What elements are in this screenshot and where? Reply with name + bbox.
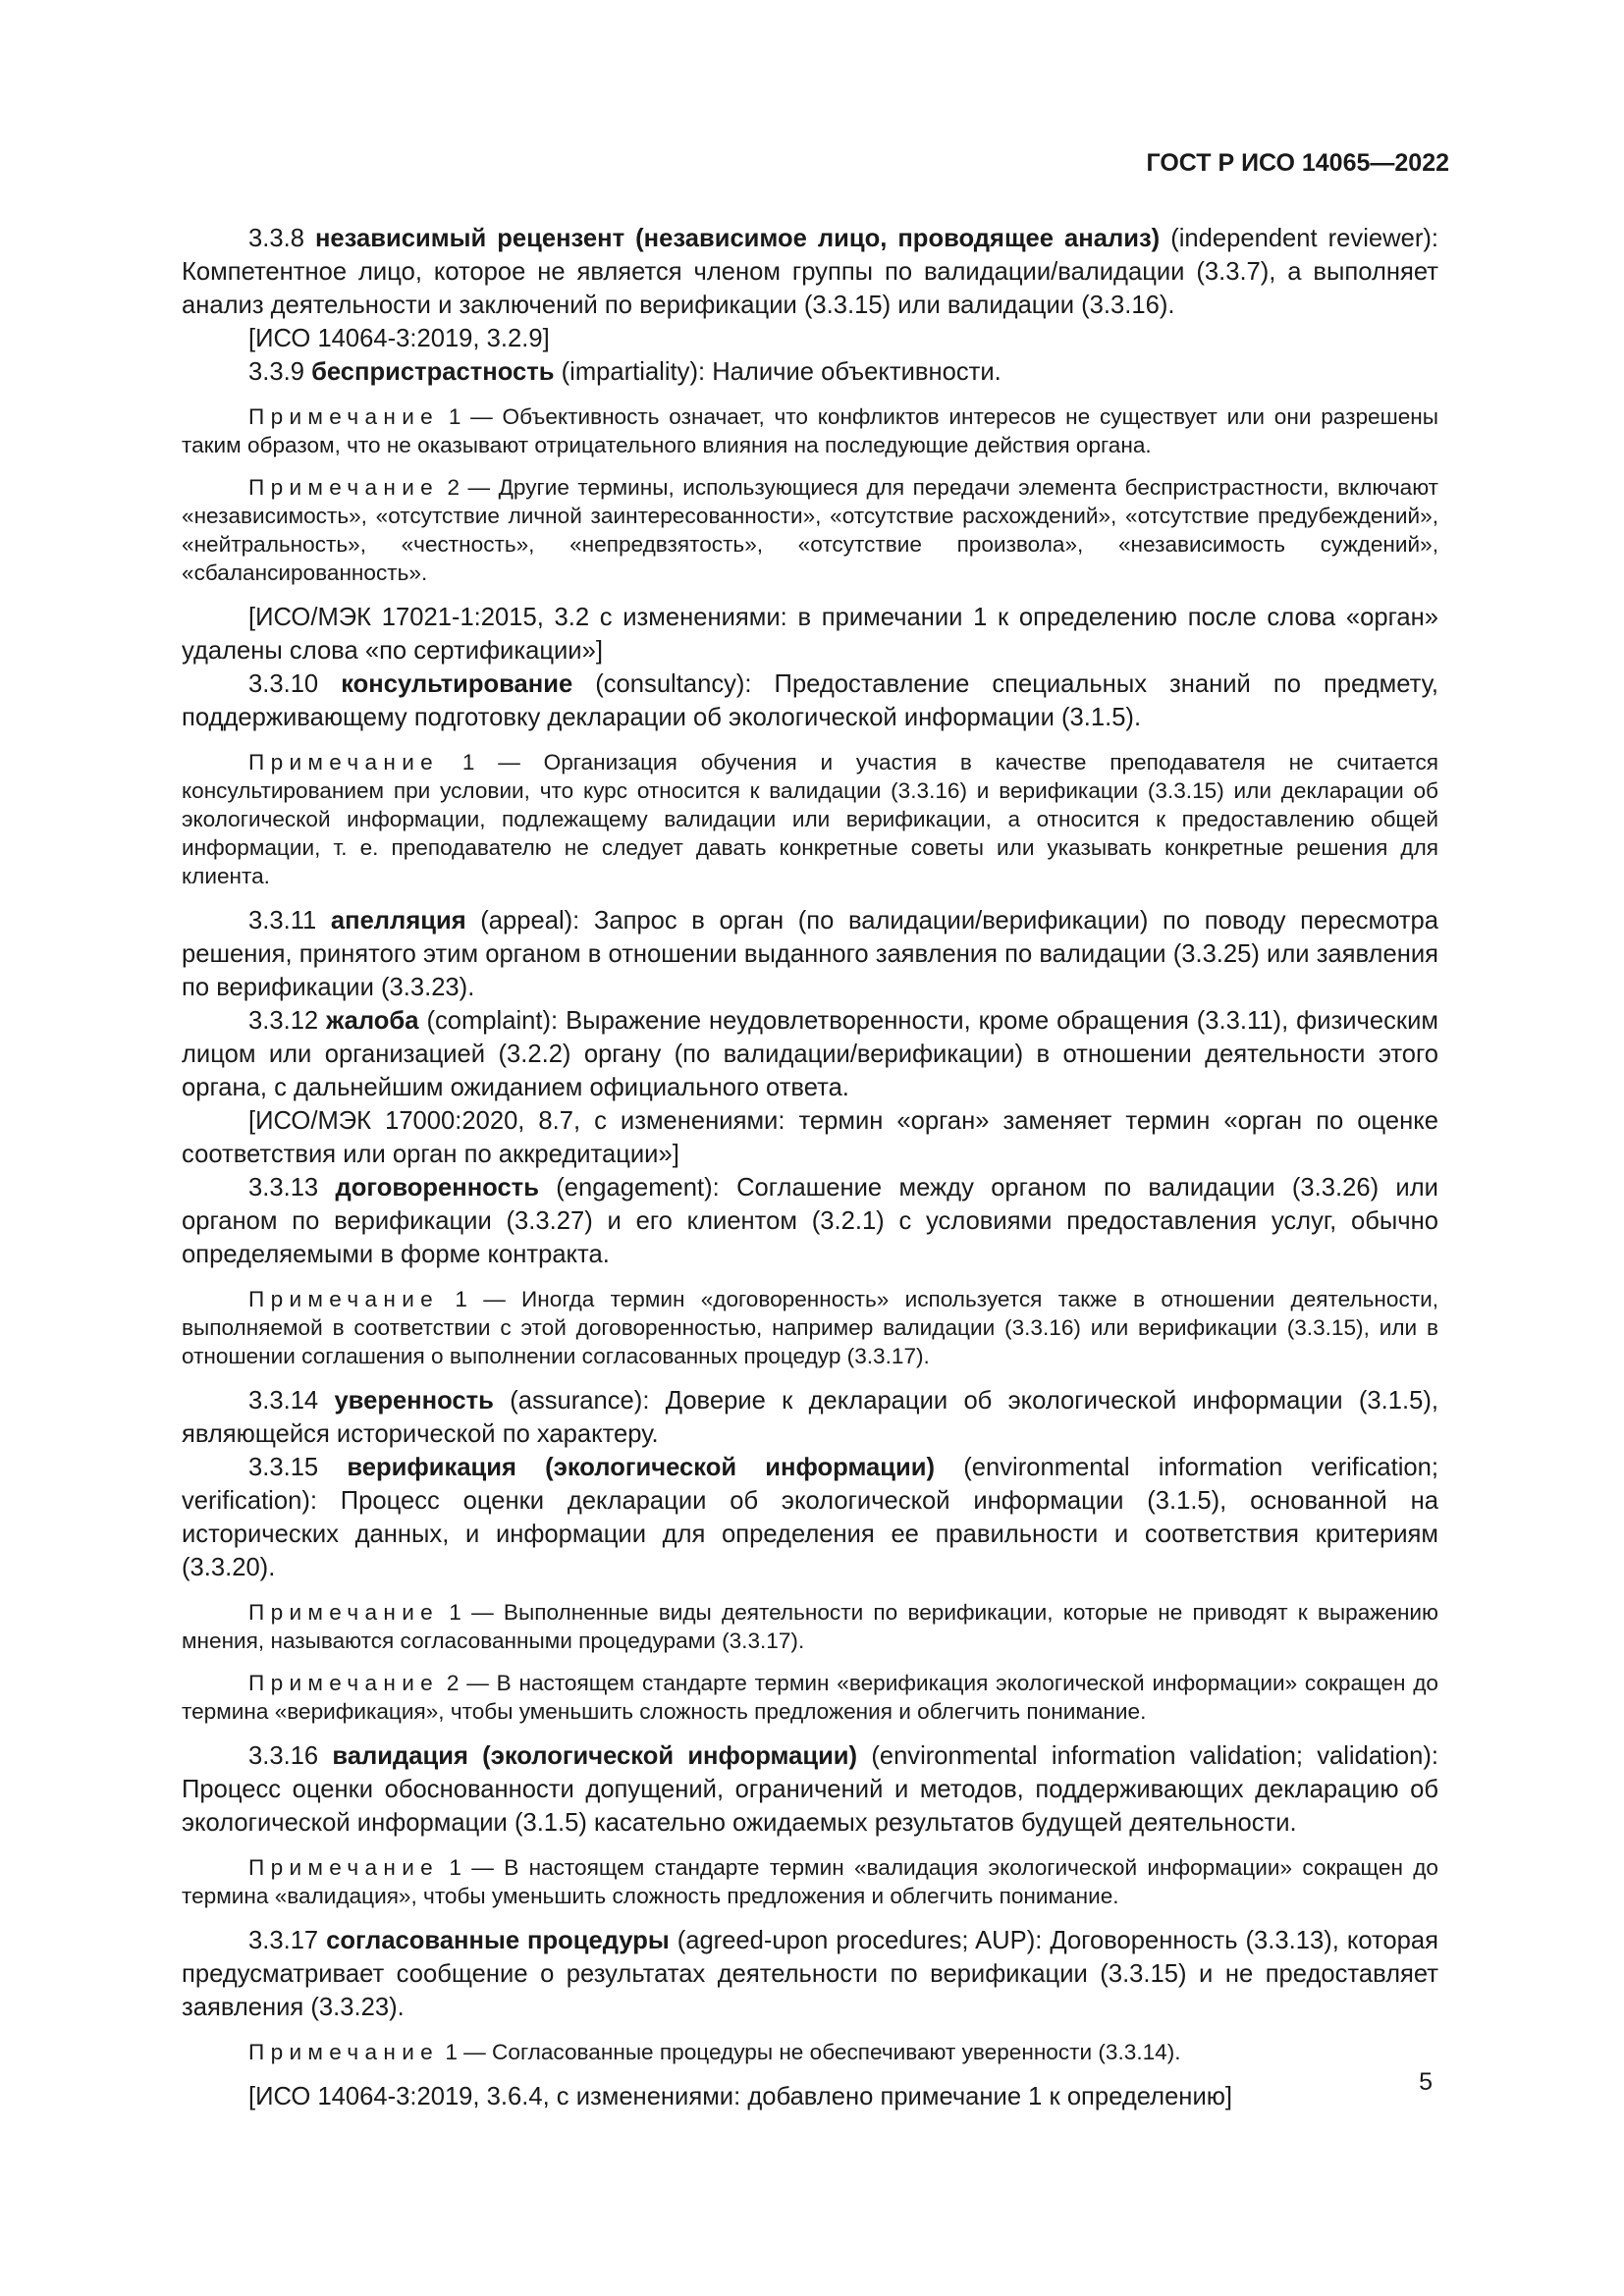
term-name: валидация (экологической информации) — [332, 1742, 858, 1770]
note-label: Примечание — [248, 2040, 440, 2064]
note-text: 2 — Другие термины, использующиеся для передачи элемента беспристрастности, включают «независимость», «отсутствие личной заинтересованности», «отсутствие расхождений», «отсутствие предубеждений», «нейтральность», «честность», «непредвзятость», «отсутствие произвола», «независимость суждений», «сбалансированность». — [182, 475, 1438, 585]
note-text: 1 — Организация обучения и участия в качестве преподавателя не считается консультированием при условии, что курс относится к валидации (3.3.16) и верификации (3.3.15) или декларации об экологической информации, подлежащему валидации или верификации, а относится к предоставлению общей информации, т. е. преподавателю не следует давать конкретные советы или указывать конкретные решения для клиента. — [182, 750, 1438, 888]
term-definition: (assurance): Доверие к декларации об экологической информации (3.1.5), являющейся исторической по характеру. — [182, 1387, 1438, 1448]
note — [182, 473, 1438, 587]
note-label: Примечание — [248, 475, 440, 500]
document-header: ГОСТ Р ИСО 14065—2022 — [1146, 149, 1449, 177]
term-definition: (complaint): Выражение неудовлетворенности, кроме обращения (3.3.11), физическим лицом или организацией (3.2.2) органу (по валидации/верификации) в отношении деятельности этого органа, с дальнейшим ожиданием официального ответа. — [182, 1007, 1438, 1101]
term-name: апелляция — [330, 907, 466, 934]
page-number: 5 — [1419, 2068, 1433, 2096]
term-number: 3.3.14 — [248, 1387, 319, 1415]
term-definition: (independent reviewer): Компетентное лицо, которое не является членом группы по валидации/валидации (3.3.7), а выполняет анализ деятельности и заключений по верификации (3.3.15) или валидации (3.3.16). — [182, 225, 1438, 319]
term-definition: (environmental information validation; validation): Процесс оценки обоснованности допущений, ограничений и методов, поддерживающих декларацию об экологической информации (3.1.5) касательно ожидаемых результатов будущей деятельности. — [182, 1742, 1438, 1837]
document-body — [182, 222, 1438, 2113]
term-name: согласованные процедуры — [326, 1927, 670, 1954]
note-label: Примечание — [248, 1600, 440, 1625]
term-number: 3.3.13 — [248, 1174, 319, 1201]
note-label: Примечание — [248, 750, 440, 774]
term-3-3-8 — [182, 222, 1438, 322]
term-number: 3.3.15 — [248, 1454, 319, 1481]
term-definition: (consultancy): Предоставление специальных знаний по предмету, поддерживающему подготовку декларации об экологической информации (3.1.5). — [182, 670, 1438, 731]
note — [182, 1853, 1438, 1910]
source-reference: [ИСО/МЭК 17000:2020, 8.7, с изменениями: термин «орган» заменяет термин «орган по оценке соответствия или орган по аккредитации»] — [182, 1107, 1438, 1168]
term-number: 3.3.10 — [248, 670, 319, 698]
term-number: 3.3.8 — [248, 225, 304, 252]
note-text: 1 — В настоящем стандарте термин «валидация экологической информации» сокращен до термина «валидация», чтобы уменьшить сложность предложения и облегчить понимание. — [182, 1855, 1438, 1908]
term-number: 3.3.16 — [248, 1742, 319, 1770]
note — [182, 1669, 1438, 1726]
term-3-3-11 — [182, 904, 1438, 1004]
term-number: 3.3.12 — [248, 1007, 319, 1035]
term-3-3-16 — [182, 1739, 1438, 1840]
term-number: 3.3.11 — [248, 907, 317, 934]
note-text: 2 — В настоящем стандарте термин «верификация экологической информации» сокращен до термина «верификация», чтобы уменьшить сложность предложения и облегчить понимание. — [182, 1671, 1438, 1724]
note-text: 1 — Согласованные процедуры не обеспечивают уверенности (3.3.14). — [445, 2040, 1181, 2064]
term-3-3-9 — [182, 355, 1438, 389]
term-name: консультирование — [341, 670, 573, 698]
source-reference: [ИСО 14064-3:2019, 3.6.4, с изменениями: добавлено примечание 1 к определению] — [248, 2083, 1233, 2110]
note-label: Примечание — [248, 1671, 440, 1695]
term-definition: (environmental information verification; verification): Процесс оценки декларации об экологической информации (3.1.5), основанной на исторических данных, и информации для определения ее правильности и соответствия критериям (3.3.20). — [182, 1454, 1438, 1581]
note-label: Примечание — [248, 404, 440, 429]
term-number: 3.3.17 — [248, 1927, 319, 1954]
term-name: жалоба — [326, 1007, 419, 1035]
term-name: беспристрастность — [311, 358, 555, 386]
term-definition: (agreed-upon procedures; AUP): Договоренность (3.3.13), которая предусматривает сообщение о результатах деятельности по верификации (3.3.15) и не предоставляет заявления (3.3.23). — [182, 1927, 1438, 2021]
note-text: 1 — Объективность означает, что конфликтов интересов не существует или они разрешены таким образом, что не оказывают отрицательного влияния на последующие действия органа. — [182, 404, 1438, 457]
term-3-3-12 — [182, 1004, 1438, 1104]
term-definition: (impartiality): Наличие объективности. — [561, 358, 1001, 386]
term-3-3-13 — [182, 1171, 1438, 1271]
term-definition: (appeal): Запрос в орган (по валидации/верификации) по поводу пересмотра решения, принятого этим органом в отношении выданного заявления по валидации (3.3.25) или заявления по верификации (3.3.23). — [182, 907, 1438, 1001]
term-definition: (engagement): Соглашение между органом по валидации (3.3.26) или органом по верификации (3.3.27) и его клиентом (3.2.1) с условиями предоставления услуг, обычно определяемыми в форме контракта. — [182, 1174, 1438, 1268]
note — [182, 748, 1438, 890]
note-label: Примечание — [248, 1287, 440, 1311]
note-text: 1 — Выполненные виды деятельности по верификации, которые не приводят к выражению мнения, называются согласованными процедурами (3.3.17). — [182, 1600, 1438, 1653]
term-name: договоренность — [335, 1174, 539, 1201]
note — [182, 402, 1438, 459]
term-3-3-17 — [182, 1924, 1438, 2024]
source-reference: [ИСО/МЭК 17021-1:2015, 3.2 с изменениями: в примечании 1 к определению после слова «орган» удалены слова «по сертификации»] — [182, 604, 1438, 665]
term-3-3-10 — [182, 667, 1438, 734]
term-number: 3.3.9 — [248, 358, 304, 386]
note-text: 1 — Иногда термин «договоренность» используется также в отношении деятельности, выполняемой в соответствии с этой договоренностью, например валидации (3.3.16) или верификации (3.3.15), или в отношении соглашения о выполнении согласованных процедур (3.3.17). — [182, 1287, 1438, 1368]
note — [182, 1598, 1438, 1655]
source-reference: [ИСО 14064-3:2019, 3.2.9] — [248, 325, 550, 352]
term-name: верификация (экологической информации) — [347, 1454, 936, 1481]
note — [182, 1285, 1438, 1370]
term-3-3-15 — [182, 1451, 1438, 1584]
term-name: уверенность — [334, 1387, 494, 1415]
note — [182, 2038, 1438, 2066]
term-name: независимый рецензент (независимое лицо, проводящее анализ) — [314, 225, 1161, 252]
term-3-3-14 — [182, 1384, 1438, 1451]
note-label: Примечание — [248, 1855, 440, 1880]
